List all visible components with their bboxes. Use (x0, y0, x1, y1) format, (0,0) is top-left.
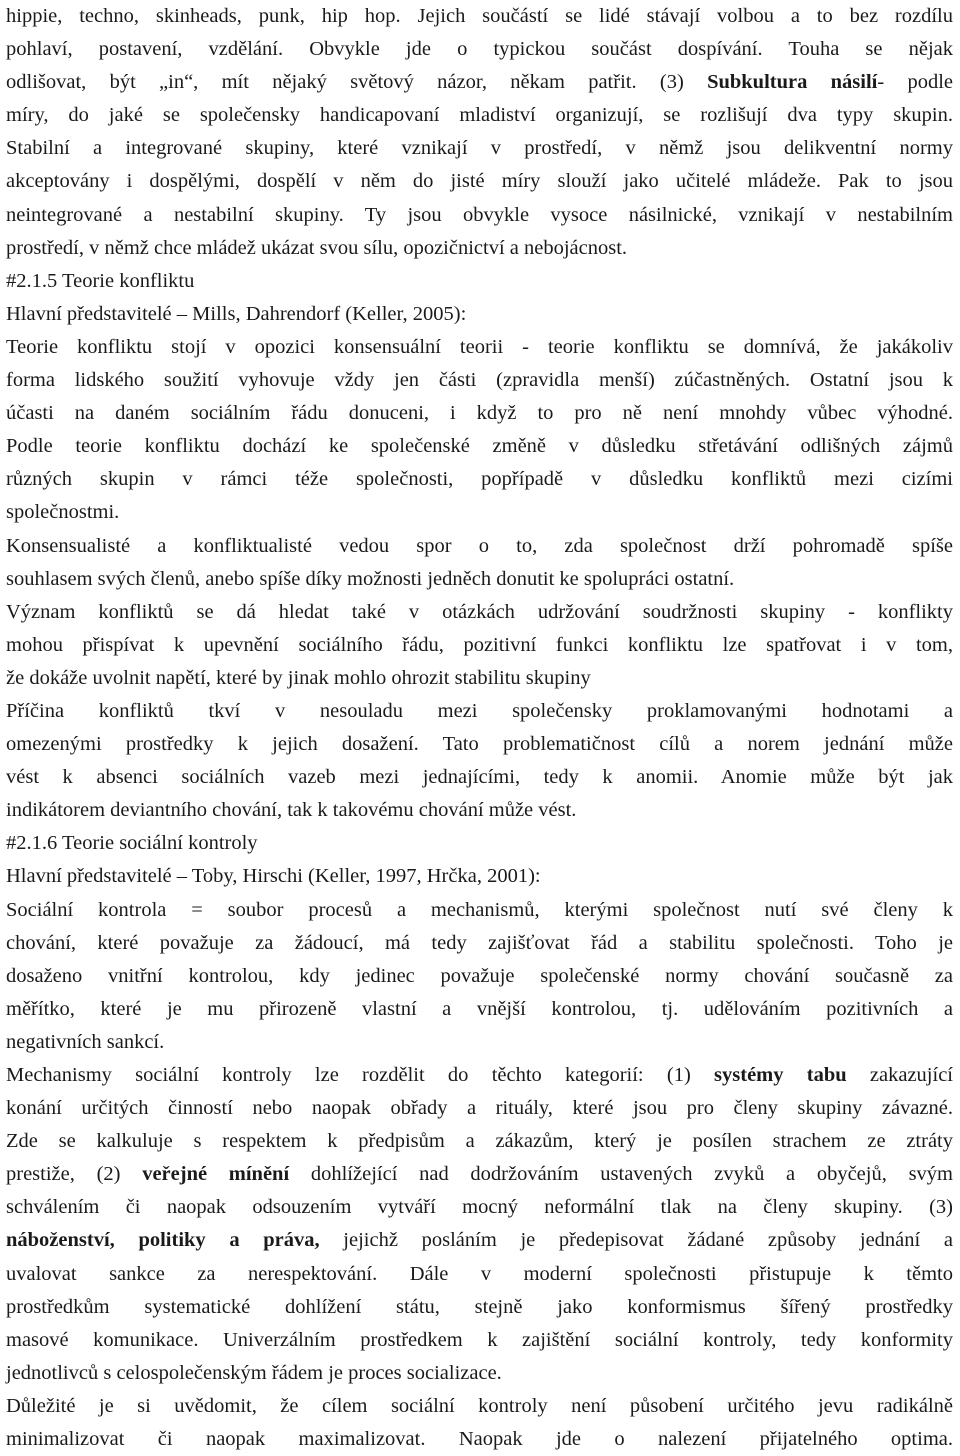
text-line: Příčina konfliktů tkví v nesouladu mezi společensky proklamovanými hodnotami a (6, 699, 953, 722)
bold-term: náboženství, politiky a práva, (6, 1229, 320, 1252)
text-line: prestiže, (2) veřejné mínění dohlížející nad dodržováním ustavených zvyků a obyčejů, svým (6, 1163, 953, 1186)
text-line: chování, které považuje za žádoucí, má tedy zajišťovat řád a stabilitu společnosti. Toho je (6, 931, 953, 954)
text-line: mohou přispívat k upevnění sociálního řádu, pozitivní funkci konfliktu lze spatřovat i v tom, (6, 633, 953, 656)
text-line: prostředí, v němž chce mládež ukázat svou sílu, opozičnictví a nebojácnost. (6, 236, 628, 259)
text-line: Sociální kontrola = soubor procesů a mechanismů, kterými společnost nutí své členy k (6, 898, 953, 921)
text-line: hippie, techno, skinheads, punk, hip hop. Jejich součástí se lidé stávají volbou a to bez rozdílu (6, 5, 953, 27)
text-line: indikátorem deviantního chování, tak k takovému chování může vést. (6, 799, 577, 822)
text-line: měřítko, které je mu přirozeně vlastní a vnější kontrolou, tj. udělováním pozitivních a (6, 997, 953, 1020)
text-line: různých skupin v rámci téže společnosti, popřípadě v důsledku konfliktů mezi cizími (6, 468, 953, 491)
text-line: odlišovat, být „in“, mít nějaký světový názor, někam patřit. (3) Subkultura násilí- podle (6, 71, 953, 94)
text-line: uvalovat sankce za nerespektování. Dále v moderní společnosti přistupuje k těmto (6, 1262, 953, 1285)
text-line: konání určitých činností nebo naopak obřady a rituály, které jsou pro členy skupiny závazné. (6, 1097, 953, 1120)
text-line: Podle teorie konfliktu dochází ke společenské změně v důsledku střetávání odlišných zájmů (6, 435, 953, 458)
text-line: míry, do jaké se společensky handicapovaní mladiství organizují, se rozlišují dva typy skupin. (6, 104, 953, 127)
bold-term: veřejné mínění (142, 1163, 290, 1186)
text-line: masové komunikace. Univerzálním prostředkem k zajištění sociální kontroly, tedy konformity (6, 1328, 953, 1351)
text-line: #2.1.5 Teorie konfliktu (6, 269, 195, 292)
text-line: Hlavní představitelé – Mills, Dahrendorf (Keller, 2005): (6, 302, 467, 325)
text-line: Zde se kalkuluje s respektem k předpisům a zákazům, který je posílen strachem ze ztráty (6, 1130, 953, 1153)
text-line: schválením či naopak odsouzením vytváří mocný neformální tlak na členy skupiny. (3) (6, 1196, 953, 1219)
text-line: vést k absenci sociálních vazeb mezi jednajícími, tedy k anomii. Anomie může být jak (6, 766, 953, 789)
text-line: dosaženo vnitřní kontrolou, kdy jedinec považuje společenské normy chování současně za (6, 964, 953, 987)
text-line: Důležité je si uvědomit, že cílem sociální kontroly není působení určitého jevu radikálně (6, 1394, 953, 1417)
text-line: Mechanismy sociální kontroly lze rozdělit do těchto kategorií: (1) systémy tabu zakazující (6, 1064, 953, 1086)
text-line: negativních sankcí. (6, 1030, 165, 1053)
text-line: souhlasem svých členů, anebo spíše díky možnosti jedněch donutit ke spolupráci ostatní. (6, 567, 735, 590)
text-line: omezenými prostředky k jejich dosažení. Tato problematičnost cílů a norem jednání může (6, 733, 953, 756)
text-line: Význam konfliktů se dá hledat také v otázkách udržování soudržnosti skupiny - konflikty (6, 600, 953, 623)
text-line: prostředkům systematické dohlížení státu, stejně jako konformismus šířený prostředky (6, 1295, 953, 1318)
text-line: účasti na daném sociálním řádu donuceni, i když to pro ně není mnohdy vůbec výhodné. (6, 402, 953, 425)
text-line: Teorie konfliktu stojí v opozici konsensuální teorii - teorie konfliktu se domnívá, že jakákoliv (6, 335, 953, 358)
bold-term: Subkultura násilí (707, 71, 878, 94)
text-line: pohlaví, postavení, vzdělání. Obvykle jde o typickou součást dospívání. Touha se nějak (6, 38, 953, 61)
text-line: akceptovány i dospělými, dospělí v něm do jisté míry slouží jako učitelé mládeže. Pak to jsou (6, 170, 953, 193)
text-line: #2.1.6 Teorie sociální kontroly (6, 832, 258, 855)
text-line: neintegrované a nestabilní skupiny. Ty jsou obvykle vysoce násilnické, vznikají v nestabilním (6, 203, 953, 226)
text-line: společnostmi. (6, 501, 120, 524)
text-line: jednotlivců s celospolečenským řádem je proces socializace. (6, 1361, 502, 1384)
text-line: Stabilní a integrované skupiny, které vznikají v prostředí, v němž jsou delikventní normy (6, 137, 953, 160)
text-line: náboženství, politiky a práva, jejichž posláním je předepisovat žádané způsoby jednání a (6, 1229, 953, 1252)
text-line: že dokáže uvolnit napětí, které by jinak mohlo ohrozit stabilitu skupiny (6, 666, 591, 689)
text-line: Hlavní představitelé – Toby, Hirschi (Keller, 1997, Hrčka, 2001): (6, 865, 541, 888)
text-line: Konsensualisté a konfliktualisté vedou spor o to, zda společnost drží pohromadě spíše (6, 534, 953, 557)
text-line: minimalizovat či naopak maximalizovat. Naopak jde o nalezení přijatelného optima. (6, 1428, 953, 1451)
bold-term: systémy tabu (714, 1064, 847, 1086)
text-line: forma lidského soužití vyhovuje vždy jen části (zpravidla menší) zúčastněných. Ostatní jsou k (6, 369, 953, 392)
